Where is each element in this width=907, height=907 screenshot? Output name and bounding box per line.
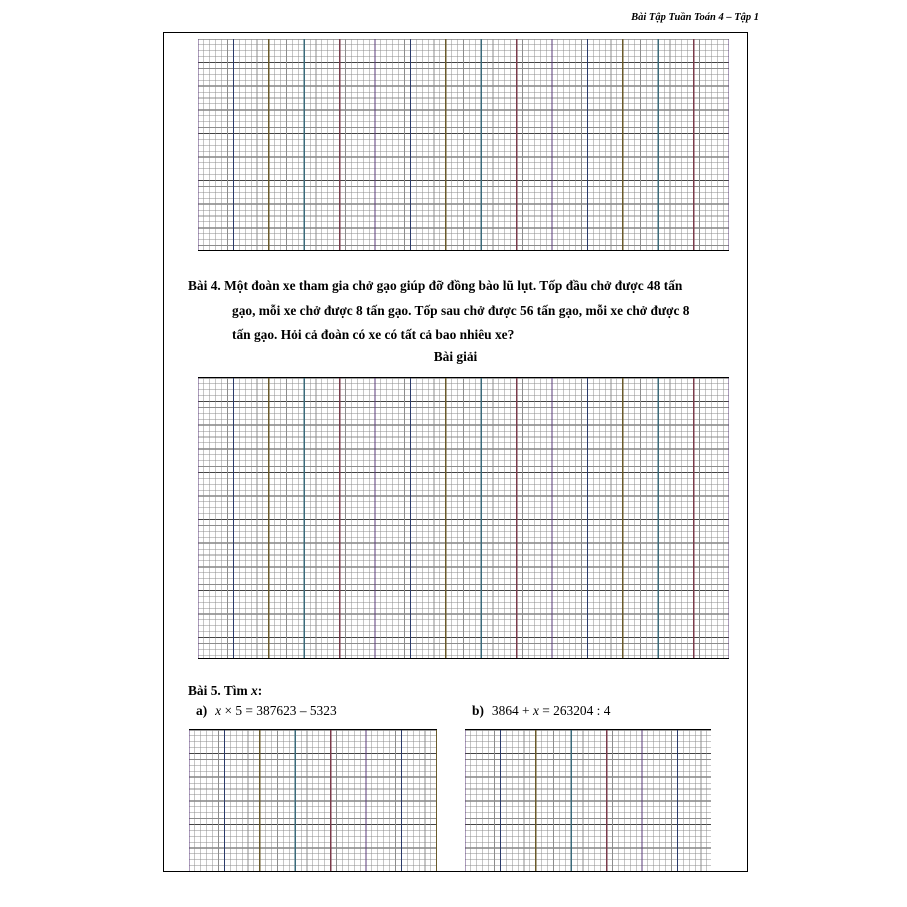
page-header-title: Bài Tập Tuần Toán 4 – Tập 1 xyxy=(631,12,759,23)
answer-grid-top xyxy=(198,39,729,251)
grid-lines xyxy=(198,378,729,658)
problem-4-line-2: gạo, mỗi xe chở được 8 tấn gạo. Tốp sau chở được 56 tấn gạo, mỗi xe chở được 8 xyxy=(232,302,690,318)
grid-lines xyxy=(465,730,711,872)
grid-lines xyxy=(189,730,437,872)
answer-grid-part-a xyxy=(189,729,437,872)
problem-5-variable: x xyxy=(251,683,258,698)
problem-4-line-3: tấn gạo. Hỏi cả đoàn có xe có tất cả bao nhiêu xe? xyxy=(232,327,515,342)
equation-a xyxy=(196,703,337,719)
equation-b-prefix: 3864 + xyxy=(491,703,533,718)
answer-grid-part-b xyxy=(465,729,711,872)
grid-lines xyxy=(198,39,729,250)
problem-4-text-1: Một đoàn xe tham gia chở gạo giúp đỡ đồng bào lũ lụt. Tốp đầu chở được 48 tấn xyxy=(224,278,683,293)
problem-5-colon: : xyxy=(257,683,263,698)
problem-5-label: Bài 5. xyxy=(188,683,221,698)
problem-5-prompt: Tìm xyxy=(223,683,248,698)
problem-4 xyxy=(188,274,736,348)
problem-4-label: Bài 4. xyxy=(188,278,221,293)
equation-a-label: a) xyxy=(196,703,208,718)
problem-4-line-1 xyxy=(188,274,736,299)
solution-heading: Bài giải xyxy=(433,349,478,364)
equation-b-label: b) xyxy=(472,703,484,718)
equation-b-expression: = 263204 : 4 xyxy=(538,703,611,718)
worksheet-frame xyxy=(163,32,748,872)
answer-grid-problem-4 xyxy=(198,377,729,659)
equation-a-expression: × 5 = 387623 – 5323 xyxy=(221,703,337,718)
equation-a-variable: x xyxy=(215,703,222,718)
equation-b xyxy=(472,703,610,719)
equation-b-variable: x xyxy=(532,703,539,718)
problem-5-heading xyxy=(188,683,262,699)
